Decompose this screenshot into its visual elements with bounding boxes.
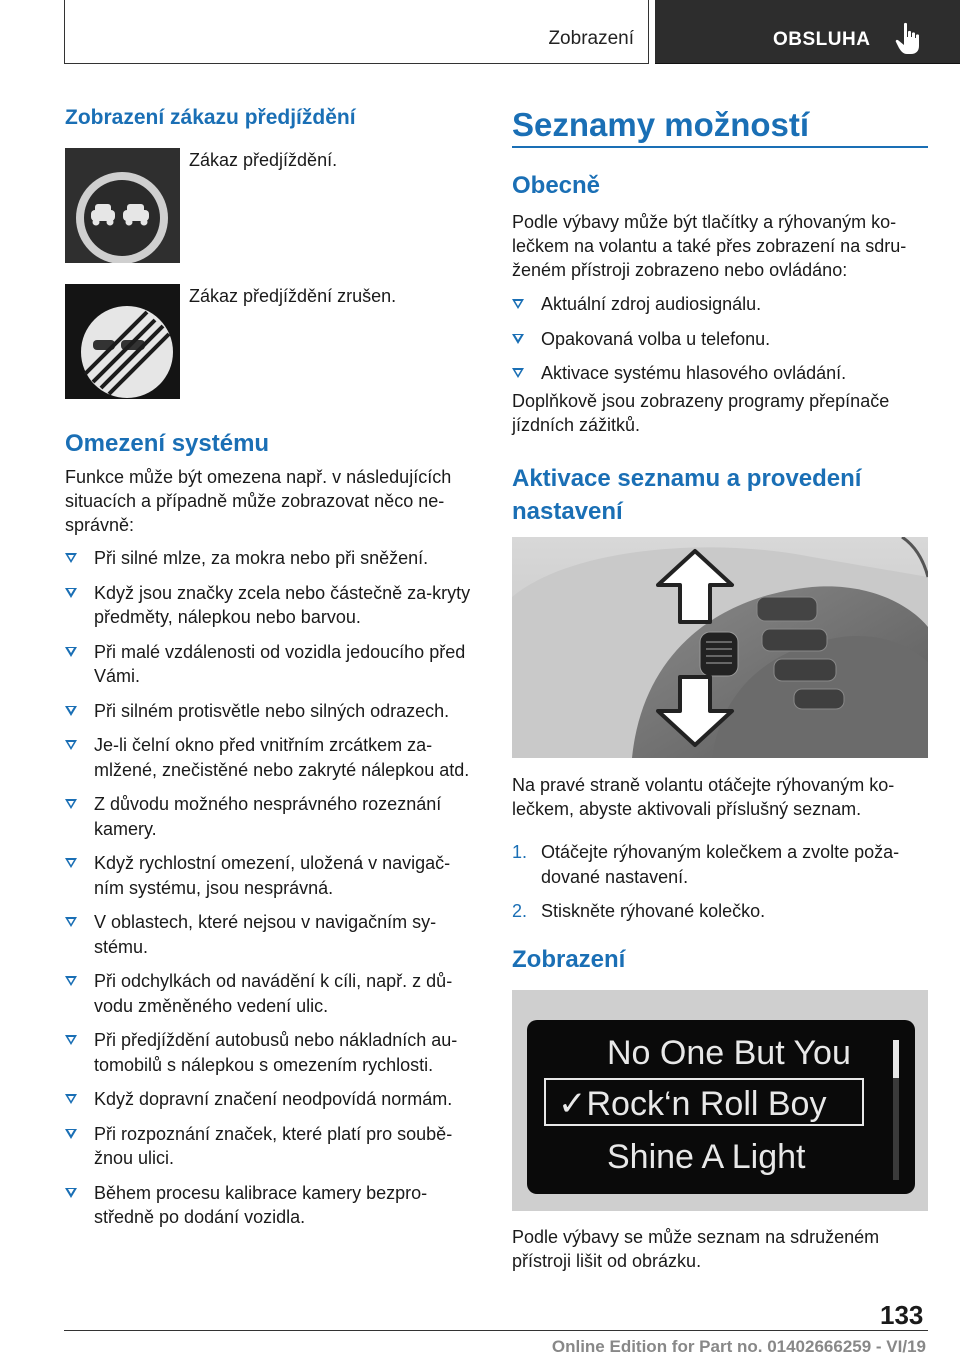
bullet-triangle-icon bbox=[512, 334, 524, 344]
list-item bbox=[65, 733, 480, 782]
list-item bbox=[65, 640, 480, 689]
list-item bbox=[512, 327, 928, 352]
list-item bbox=[65, 1181, 480, 1230]
sign1-caption: Zákaz předjíždění. bbox=[189, 150, 338, 170]
screen-item-2-selected: ✓Rock‘n Roll Boy bbox=[558, 1085, 827, 1123]
no-overtaking-sign-image bbox=[65, 148, 180, 263]
bullet-triangle-icon bbox=[65, 1129, 77, 1139]
general-outro: Doplňkově jsou zobrazeny programy přepínače jízdních zážitků. bbox=[512, 391, 890, 435]
step-number: 2. bbox=[512, 901, 528, 921]
heading-no-overtaking-display: Zobrazení zákazu předjíždění bbox=[65, 106, 356, 129]
step-number: 1. bbox=[512, 842, 528, 862]
display-list-image bbox=[512, 990, 928, 1211]
limits-intro: Funkce může být omezena např. v následujících situacích a případně může zobrazovat něco ne-správně: bbox=[65, 467, 452, 535]
header-section-box bbox=[64, 0, 649, 64]
screen-scrollbar-thumb bbox=[893, 1040, 899, 1078]
list-item-text: V oblastech, které nejsou v navigačním sy-stému. bbox=[94, 912, 437, 957]
step-item bbox=[512, 899, 928, 924]
page-number: 133 bbox=[880, 1300, 924, 1330]
footer-edition: Online Edition for Part no. 01402666259 - VI/19 bbox=[551, 1337, 926, 1356]
list-item-text: Při malé vzdálenosti od vozidla jedoucího před Vámi. bbox=[94, 641, 466, 686]
list-item-text: Při rozpoznání značek, které platí pro soubě-žnou ulici. bbox=[94, 1123, 453, 1168]
steps-list bbox=[512, 840, 928, 934]
general-intro: Podle výbavy může být tlačítky a rýhovaným ko-lečkem na volantu a také přes zobrazení na sdru-ženém přístroji zobrazeno nebo ovládáno: bbox=[512, 212, 907, 280]
footer-rule bbox=[64, 1330, 928, 1331]
page-title: Seznamy možností bbox=[512, 106, 810, 143]
list-item-text: Když dopravní značení neodpovídá normám. bbox=[94, 1089, 453, 1109]
bullet-triangle-icon bbox=[65, 858, 77, 868]
screen-item-1: No One But You bbox=[607, 1034, 851, 1072]
list-item bbox=[65, 581, 480, 630]
step-item bbox=[512, 840, 928, 889]
list-item-text: Z důvodu možného nesprávného rozeznání kamery. bbox=[94, 794, 442, 839]
list-item-text: Při silném protisvětle nebo silných odrazech. bbox=[94, 700, 450, 721]
list-item bbox=[65, 969, 480, 1018]
list-item bbox=[65, 792, 480, 841]
list-item-text: Je-li čelní okno před vnitřním zrcátkem za-mlžené, znečistěné nebo zakryté nálepkou atd. bbox=[94, 735, 470, 780]
screen-item-3: Shine A Light bbox=[607, 1138, 806, 1176]
step-text: Stiskněte rýhované kolečko. bbox=[541, 901, 766, 921]
chapter-tab-label: OBSLUHA bbox=[773, 29, 871, 50]
bullet-triangle-icon bbox=[65, 588, 77, 598]
bullet-triangle-icon bbox=[65, 976, 77, 986]
section-label: Zobrazení bbox=[548, 28, 634, 49]
steering-wheel-illustration bbox=[512, 537, 928, 758]
heading-general: Obecně bbox=[512, 172, 601, 199]
list-item bbox=[65, 910, 480, 959]
display-text: Podle výbavy se může seznam na sdruženém přístroji lišit od obrázku. bbox=[512, 1227, 880, 1271]
list-item bbox=[65, 851, 480, 900]
general-list bbox=[512, 292, 928, 396]
list-item-text: Při předjíždění autobusů nebo nákladních au-tomobilů s nálepkou s omezením rychlosti. bbox=[94, 1030, 458, 1075]
list-item-text: Když rychlostní omezení, uložená v navigač-ním systému, jsou nesprávná. bbox=[94, 853, 451, 898]
list-item-text: Aktivace systému hlasového ovládání. bbox=[541, 363, 847, 383]
heading-activate-list: Aktivace seznamu a provedení nastavení bbox=[512, 465, 862, 525]
sign2-caption: Zákaz předjíždění zrušen. bbox=[189, 286, 397, 306]
bullet-triangle-icon bbox=[65, 1188, 77, 1198]
bullet-triangle-icon bbox=[65, 553, 77, 563]
bullet-triangle-icon bbox=[65, 706, 77, 716]
bullet-triangle-icon bbox=[65, 917, 77, 927]
list-item-text: Opakovaná volba u telefonu. bbox=[541, 328, 771, 349]
chapter-tab bbox=[655, 0, 960, 64]
list-item bbox=[512, 361, 928, 386]
title-rule bbox=[512, 146, 928, 148]
bullet-triangle-icon bbox=[65, 799, 77, 809]
heading-display: Zobrazení bbox=[512, 946, 626, 973]
end-no-overtaking-sign-image bbox=[65, 284, 180, 399]
bullet-triangle-icon bbox=[65, 740, 77, 750]
list-item bbox=[65, 1028, 480, 1077]
limits-list bbox=[65, 546, 480, 1240]
hand-pointer-icon bbox=[895, 22, 921, 56]
list-item-text: Během procesu kalibrace kamery bezpro-středně po dodání vozidla. bbox=[94, 1182, 428, 1227]
end-no-overtaking-sign-icon bbox=[65, 284, 180, 399]
list-item bbox=[65, 699, 480, 724]
list-item-text: Při odchylkách od navádění k cíli, např. z dů-vodu změněného vedení ulic. bbox=[94, 971, 453, 1016]
list-item-text: Aktuální zdroj audiosignálu. bbox=[541, 294, 762, 314]
list-item-text: Při silné mlze, za mokra nebo při sněžení. bbox=[94, 548, 429, 568]
bullet-triangle-icon bbox=[65, 1035, 77, 1045]
bullet-triangle-icon bbox=[65, 1094, 77, 1104]
heading-system-limits: Omezení systému bbox=[65, 430, 270, 457]
bullet-triangle-icon bbox=[512, 299, 524, 309]
list-item bbox=[65, 1087, 480, 1112]
list-item bbox=[512, 292, 928, 317]
bullet-triangle-icon bbox=[512, 368, 524, 378]
list-item bbox=[65, 1122, 480, 1171]
list-item-text: Když jsou značky zcela nebo částečně za-kryty předměty, nálepkou nebo barvou. bbox=[94, 582, 471, 627]
step-text: Otáčejte rýhovaným kolečkem a zvolte poža-dované nastavení. bbox=[541, 842, 900, 887]
instrument-screen bbox=[527, 1020, 915, 1194]
bullet-triangle-icon bbox=[65, 647, 77, 657]
no-overtaking-sign-icon bbox=[65, 148, 180, 263]
activate-text: Na pravé straně volantu otáčejte rýhovaným ko-lečkem, abyste aktivovali příslušný seznam. bbox=[512, 775, 895, 819]
list-item bbox=[65, 546, 480, 571]
steering-wheel-image bbox=[512, 537, 928, 758]
